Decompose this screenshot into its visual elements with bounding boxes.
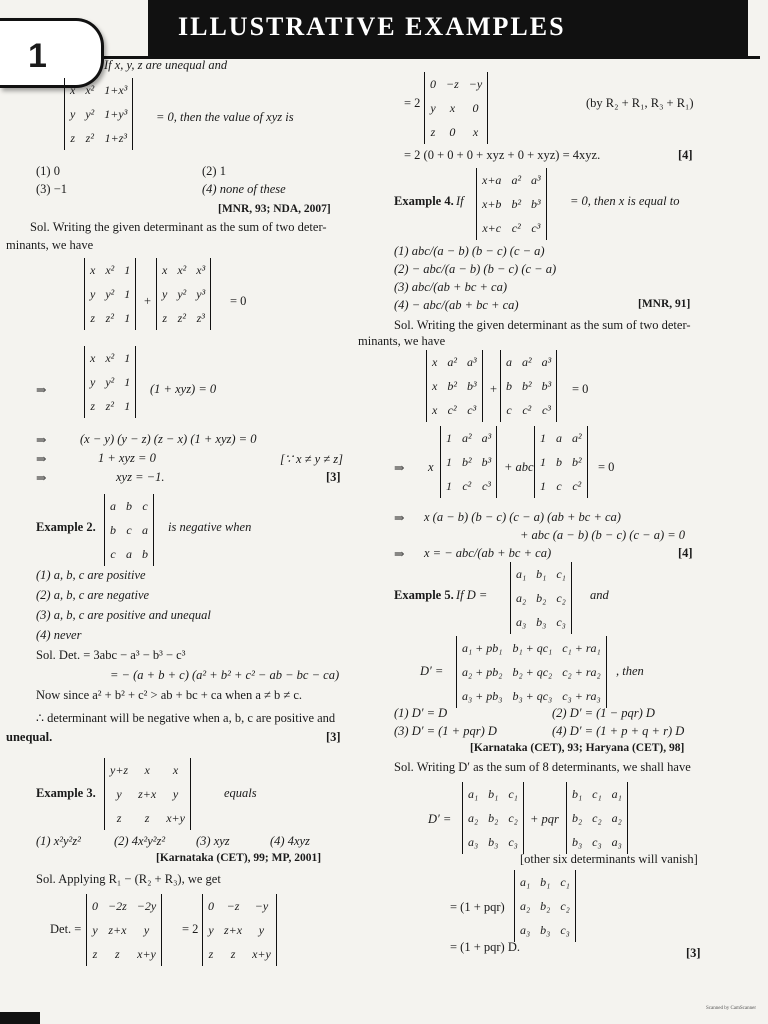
ex4-det-b: [500, 350, 557, 422]
ex1-option-3: (3) −1: [36, 182, 67, 196]
det-cell: c³: [541, 402, 551, 417]
det-cell: z: [70, 130, 75, 145]
det-cell: x+y: [137, 946, 156, 961]
plus-sign: +: [490, 382, 498, 396]
det-cell: c³: [531, 220, 541, 235]
ex4-condition: = 0, then x is equal to: [570, 194, 680, 208]
det-cell: b: [142, 546, 148, 561]
ex2-sol-line1: Sol. Det. = 3abc − a³ − b³ − c³: [36, 648, 186, 662]
r-row-ops-note: (by R₂ + R₁, R₃ + R₁): [586, 96, 694, 110]
ex3-det-label: Det. =: [50, 922, 82, 936]
det-cell: y²: [85, 106, 95, 121]
det-cell: y: [92, 922, 98, 937]
det-cell: x+b: [482, 196, 502, 211]
det-cell: z: [144, 810, 150, 825]
det-cell: x²: [105, 262, 115, 277]
det-cell: a₁: [611, 786, 622, 801]
det-cell: a₁ + pb₁: [462, 640, 503, 655]
det-cell: a³: [466, 354, 477, 369]
det-cell: y: [208, 922, 214, 937]
implies-arrow: ⇒: [394, 461, 405, 475]
ex4-determinant: [476, 168, 547, 240]
det-cell: z+x: [108, 922, 127, 937]
det-cell: c₃ + ra₃: [562, 688, 601, 703]
ex4-det-c: [440, 426, 497, 498]
det-cell: c²: [462, 478, 472, 493]
det-cell: x: [144, 762, 150, 777]
ex5-option-3: (3) D′ = (1 + pqr) D: [394, 724, 497, 738]
det-cell: y: [258, 922, 265, 937]
footer-bar: [0, 1012, 40, 1024]
det-cell: y³: [196, 286, 206, 301]
det-cell: a₂: [520, 898, 531, 913]
det-cell: 1: [124, 310, 131, 325]
ex2-sol-line2: = − (a + b + c) (a² + b² + c² − ab − bc − ca): [110, 668, 340, 682]
det-cell: a²: [572, 430, 582, 445]
det-cell: x: [70, 82, 76, 97]
ex1-answer: [3]: [326, 470, 341, 484]
det-cell: −2y: [136, 898, 157, 913]
ex4-det-a: [426, 350, 483, 422]
det-cell: a: [110, 498, 116, 513]
ex5-det-a: [462, 782, 524, 854]
det-cell: b₃: [572, 834, 583, 849]
det-cell: b₂: [488, 810, 499, 825]
det-cell: 1+x³: [104, 82, 128, 97]
det-cell: c₁: [556, 566, 566, 581]
det-cell: x+a: [482, 172, 502, 187]
det-cell: x²: [105, 350, 115, 365]
ex5-then: , then: [616, 664, 644, 678]
ex5-and: and: [590, 588, 609, 602]
det-cell: 1: [124, 398, 131, 413]
det-cell: −y: [254, 898, 269, 913]
det-cell: c₂: [592, 810, 602, 825]
det-cell: b₁: [540, 874, 551, 889]
implies-arrow: ⇒: [36, 471, 47, 485]
det-cell: a₁: [520, 874, 531, 889]
det-cell: −z: [226, 898, 240, 913]
det-cell: 1: [124, 286, 131, 301]
ex3-reference: [Karnataka (CET), 99; MP, 2001]: [156, 852, 322, 864]
det-cell: 1: [446, 430, 452, 445]
ex5-det-c: [514, 870, 576, 942]
det-cell: −y: [468, 76, 483, 91]
det-cell: x³: [196, 262, 206, 277]
det-cell: b³: [531, 196, 541, 211]
det-cell: a²: [511, 172, 522, 187]
det-cell: x+c: [482, 220, 502, 235]
ex5-det-dprime: [456, 636, 607, 708]
ex2-determinant: [104, 494, 154, 566]
ex2-condition: is negative when: [168, 520, 252, 534]
r-line2: = 2 (0 + 0 + 0 + xyz + 0 + xyz) = 4xyz.: [404, 148, 601, 162]
implies-arrow: ⇒: [394, 511, 405, 525]
det-cell: b₁: [488, 786, 499, 801]
ex1-option-4: (4) none of these: [202, 182, 286, 196]
det-cell: c²: [572, 478, 582, 493]
det-cell: b: [506, 378, 512, 393]
ex1-step3: (x − y) (y − z) (z − x) (1 + xyz) = 0: [80, 432, 257, 446]
det-cell: y²: [177, 286, 187, 301]
det-cell: b: [126, 498, 132, 513]
r-answer1: [4]: [678, 148, 693, 162]
ex2-sol-line3: Now since a² + b² + c² > ab + bc + ca when a ≠ b ≠ c.: [36, 688, 303, 702]
scan-watermark: Scanned by CamScanner: [706, 1006, 756, 1011]
det-cell: c₁: [560, 874, 570, 889]
det-cell: a₃: [611, 834, 622, 849]
det-cell: z: [92, 946, 98, 961]
ex2-answer: [3]: [326, 730, 341, 744]
ex3-determinant: [104, 758, 191, 830]
implies-arrow: ⇒: [394, 547, 405, 561]
det-cell: c³: [467, 402, 477, 417]
det-cell: b: [110, 522, 116, 537]
equals-zero: = 0: [572, 382, 589, 396]
ex2-option-1: (1) a, b, c are positive: [36, 568, 146, 582]
ex5-final: = (1 + pqr) D.: [450, 940, 520, 954]
det-cell: z²: [177, 310, 186, 325]
det-cell: b₁: [536, 566, 547, 581]
det-cell: x: [162, 262, 168, 277]
ex2-option-4: (4) never: [36, 628, 82, 642]
ex3-sol-line1: Sol. Applying R₁ − (R₂ + R₃), we get: [36, 872, 221, 886]
det-cell: z³: [196, 310, 205, 325]
det-cell: y²: [105, 286, 115, 301]
r-det1: [424, 72, 488, 144]
ex4-if: If: [456, 194, 464, 208]
ex4-option-1: (1) abc/(a − b) (b − c) (c − a): [394, 244, 545, 258]
r-equals-two: = 2: [404, 96, 421, 110]
ex3-det-a: [86, 894, 162, 966]
det-cell: c₃: [592, 834, 602, 849]
det-cell: z²: [105, 398, 114, 413]
det-cell: x: [432, 402, 438, 417]
plus-sign: +: [144, 294, 152, 308]
det-cell: x: [172, 762, 179, 777]
det-cell: −2z: [108, 898, 127, 913]
ex4-sol-line1: Sol. Writing the given determinant as the sum of two deter-: [394, 318, 691, 332]
det-cell: x: [449, 100, 456, 115]
ex5-pqr: + pqr: [530, 812, 559, 826]
det-cell: 1+y³: [104, 106, 128, 121]
det-cell: c₁ + ra₁: [562, 640, 601, 655]
title-band: [148, 0, 748, 58]
ex3-option-1: (1) x²y²z²: [36, 834, 81, 848]
ex4-option-2: (2) − abc/(a − b) (b − c) (c − a): [394, 262, 557, 276]
ex4-step3a: x (a − b) (b − c) (c − a) (ab + bc + ca): [424, 510, 621, 524]
det-cell: a: [126, 546, 132, 561]
det-cell: y: [172, 786, 179, 801]
det-cell: c₂: [556, 590, 566, 605]
det-cell: y: [90, 374, 96, 389]
ex4-option-4: (4) − abc/(ab + bc + ca): [394, 298, 519, 312]
det-cell: a³: [481, 430, 492, 445]
ex5-reference: [Karnataka (CET), 93; Haryana (CET), 98]: [470, 742, 685, 754]
det-cell: b³: [541, 378, 552, 393]
det-cell: c: [110, 546, 116, 561]
det-cell: 1: [124, 262, 131, 277]
det-cell: z²: [85, 130, 94, 145]
det-cell: x+y: [252, 946, 271, 961]
det-cell: a: [506, 354, 512, 369]
ex4-step4: x = − abc/(ab + bc + ca): [424, 546, 552, 560]
det-cell: b₃: [536, 614, 547, 629]
det-cell: 0: [430, 76, 436, 91]
det-cell: b₂: [536, 590, 547, 605]
det-cell: a: [142, 522, 148, 537]
implies-arrow: ⇒: [36, 452, 47, 466]
det-cell: a₂: [516, 590, 527, 605]
det-cell: z+x: [224, 922, 243, 937]
det-cell: z: [90, 310, 95, 325]
det-cell: 1: [540, 430, 546, 445]
ex5-answer: [3]: [686, 946, 701, 960]
ex4-abc: + abc: [504, 460, 534, 474]
det-cell: 1: [446, 454, 452, 469]
ex3-det-b: [202, 894, 277, 966]
ex4-reference: [MNR, 91]: [638, 298, 691, 310]
det-cell: b₂: [540, 898, 551, 913]
det-cell: x²: [177, 262, 187, 277]
ex1-determinant: [64, 78, 133, 150]
ex5-option-4: (4) D′ = (1 + p + q + r) D: [552, 724, 685, 738]
det-cell: z: [208, 946, 214, 961]
ex3-label: Example 3.: [36, 786, 96, 800]
det-cell: 0: [449, 124, 456, 139]
ex4-step3b: + abc (a − b) (b − c) (c − a) = 0: [520, 528, 686, 542]
det-cell: b³: [466, 378, 477, 393]
ex5-equals-factor: = (1 + pqr): [450, 900, 505, 914]
ex5-option-2: (2) D′ = (1 − pqr) D: [552, 706, 655, 720]
ex5-vanish-note: [other six determinants will vanish]: [520, 852, 698, 866]
det-cell: b²: [462, 454, 472, 469]
det-cell: a₃: [520, 922, 531, 937]
ex2-label: Example 2.: [36, 520, 96, 534]
ex5-dprime2: D′ =: [428, 812, 452, 826]
det-cell: c: [556, 478, 562, 493]
det-cell: c³: [481, 478, 491, 493]
equals-zero: = 0: [230, 294, 247, 308]
det-cell: a₃: [468, 834, 479, 849]
det-cell: z: [430, 124, 436, 139]
ex1-det-a: [84, 258, 136, 330]
det-cell: b³: [481, 454, 492, 469]
ex4-x: x: [428, 460, 434, 474]
det-cell: x+y: [166, 810, 185, 825]
det-cell: x: [432, 354, 438, 369]
equals-zero: = 0: [598, 460, 615, 474]
det-cell: y: [90, 286, 96, 301]
det-cell: z²: [105, 310, 114, 325]
det-cell: y: [116, 786, 122, 801]
ex5-dprime: D′ =: [420, 664, 444, 678]
det-cell: a₃: [516, 614, 527, 629]
det-cell: a₂ + pb₂: [462, 664, 503, 679]
det-cell: c²: [447, 402, 457, 417]
det-cell: a²: [462, 430, 472, 445]
ex1-intro: If x, y, z are unequal and: [104, 58, 228, 72]
det-cell: b₁: [572, 786, 583, 801]
ex1-step5: xyz = −1.: [116, 470, 165, 484]
det-cell: z: [115, 946, 120, 961]
det-cell: a₂: [611, 810, 622, 825]
det-cell: c₃: [560, 922, 570, 937]
det-cell: 0: [92, 898, 98, 913]
det-cell: b₁ + qc₁: [512, 640, 553, 655]
det-cell: x: [432, 378, 438, 393]
ex1-option-1: (1) 0: [36, 164, 60, 178]
ex3-option-4: (4) 4xyz: [270, 834, 310, 848]
ex1-step4-note: [∵ x ≠ y ≠ z]: [280, 452, 343, 466]
det-cell: 0: [208, 898, 214, 913]
det-cell: 1: [446, 478, 452, 493]
det-cell: y: [430, 100, 436, 115]
det-cell: y: [143, 922, 150, 937]
det-cell: y²: [105, 374, 115, 389]
det-cell: x: [472, 124, 479, 139]
det-cell: c: [142, 498, 148, 513]
det-cell: b₃: [488, 834, 499, 849]
det-cell: c²: [511, 220, 521, 235]
det-cell: b₂: [572, 810, 583, 825]
ex1-det-b: [156, 258, 211, 330]
det-cell: a₃ + pb₃: [462, 688, 503, 703]
det-cell: −z: [446, 76, 459, 91]
det-cell: z: [90, 398, 95, 413]
det-cell: 1: [540, 454, 546, 469]
ex5-option-1: (1) D′ = D: [394, 706, 448, 720]
ex5-det-b: [566, 782, 628, 854]
det-cell: b: [556, 454, 562, 469]
det-cell: b²: [522, 378, 532, 393]
det-cell: y: [70, 106, 76, 121]
ex2-option-3: (3) a, b, c are positive and unequal: [36, 608, 211, 622]
det-cell: c²: [522, 402, 532, 417]
det-cell: c₂ + ra₂: [562, 664, 601, 679]
ex5-det-d: [510, 562, 572, 634]
det-cell: a³: [541, 354, 552, 369]
ex1-step2: (1 + xyz) = 0: [150, 382, 217, 396]
det-cell: c₁: [592, 786, 602, 801]
det-cell: 1: [540, 478, 546, 493]
det-cell: 1: [124, 374, 131, 389]
det-cell: c₂: [560, 898, 570, 913]
det-cell: b₃ + qc₃: [512, 688, 553, 703]
det-cell: y: [162, 286, 168, 301]
ex1-condition: = 0, then the value of xyz is: [156, 110, 294, 124]
det-cell: a₁: [516, 566, 527, 581]
det-cell: y+z: [110, 762, 129, 777]
det-cell: a₁: [468, 786, 479, 801]
det-cell: b₂ + qc₂: [512, 664, 553, 679]
det-cell: 1+z³: [104, 130, 127, 145]
det-cell: x²: [85, 82, 95, 97]
det-cell: b₃: [540, 922, 551, 937]
ex4-label: Example 4.: [394, 194, 454, 208]
ex1-det-c: [84, 346, 136, 418]
ex3-option-3: (3) xyz: [196, 834, 230, 848]
det-cell: a₂: [468, 810, 479, 825]
ex2-sol-line5: unequal.: [6, 730, 53, 744]
ex4-option-3: (3) abc/(ab + bc + ca): [394, 280, 508, 294]
det-cell: c: [506, 402, 512, 417]
det-cell: z+x: [138, 786, 157, 801]
ex4-answer: [4]: [678, 546, 693, 560]
det-cell: c₂: [508, 810, 518, 825]
ex1-sol-line2: minants, we have: [6, 238, 94, 252]
ex1-reference: [MNR, 93; NDA, 2007]: [218, 203, 331, 215]
ex5-if: If D =: [456, 588, 488, 602]
ex3-equals-two: = 2: [182, 922, 199, 936]
det-cell: c₃: [508, 834, 518, 849]
det-cell: 1: [124, 350, 131, 365]
ex1-sol-line1: Sol. Writing the given determinant as the sum of two deter-: [30, 220, 327, 234]
ex5-label: Example 5.: [394, 588, 454, 602]
det-cell: a²: [522, 354, 532, 369]
det-cell: x: [90, 262, 96, 277]
det-cell: x: [90, 350, 96, 365]
det-cell: 0: [472, 100, 479, 115]
ex3-tail: equals: [224, 786, 257, 800]
chapter-number: 1: [28, 37, 47, 75]
implies-arrow: ⇒: [36, 383, 47, 397]
det-cell: b²: [572, 454, 582, 469]
det-cell: c₃: [556, 614, 566, 629]
det-cell: z: [162, 310, 167, 325]
ex3-option-2: (2) 4x²y²z²: [114, 834, 166, 848]
page-title: ILLUSTRATIVE EXAMPLES: [178, 12, 566, 41]
ex2-sol-line4: ∴ determinant will be negative when a, b, c are positive and: [36, 711, 336, 725]
det-cell: a³: [531, 172, 541, 187]
ex5-sol-line1: Sol. Writing D′ as the sum of 8 determinants, we shall have: [394, 760, 691, 774]
det-cell: a²: [447, 354, 457, 369]
ex4-sol-line2: minants, we have: [358, 334, 446, 348]
ex2-option-2: (2) a, b, c are negative: [36, 588, 150, 602]
ex1-step4: 1 + xyz = 0: [98, 451, 156, 465]
det-cell: c: [126, 522, 132, 537]
ex1-option-2: (2) 1: [202, 164, 226, 178]
ex4-det-d: [534, 426, 588, 498]
det-cell: b²: [447, 378, 457, 393]
det-cell: z: [230, 946, 236, 961]
det-cell: c₁: [508, 786, 518, 801]
det-cell: z: [116, 810, 122, 825]
implies-arrow: ⇒: [36, 433, 47, 447]
det-cell: a: [556, 430, 562, 445]
det-cell: b²: [511, 196, 522, 211]
